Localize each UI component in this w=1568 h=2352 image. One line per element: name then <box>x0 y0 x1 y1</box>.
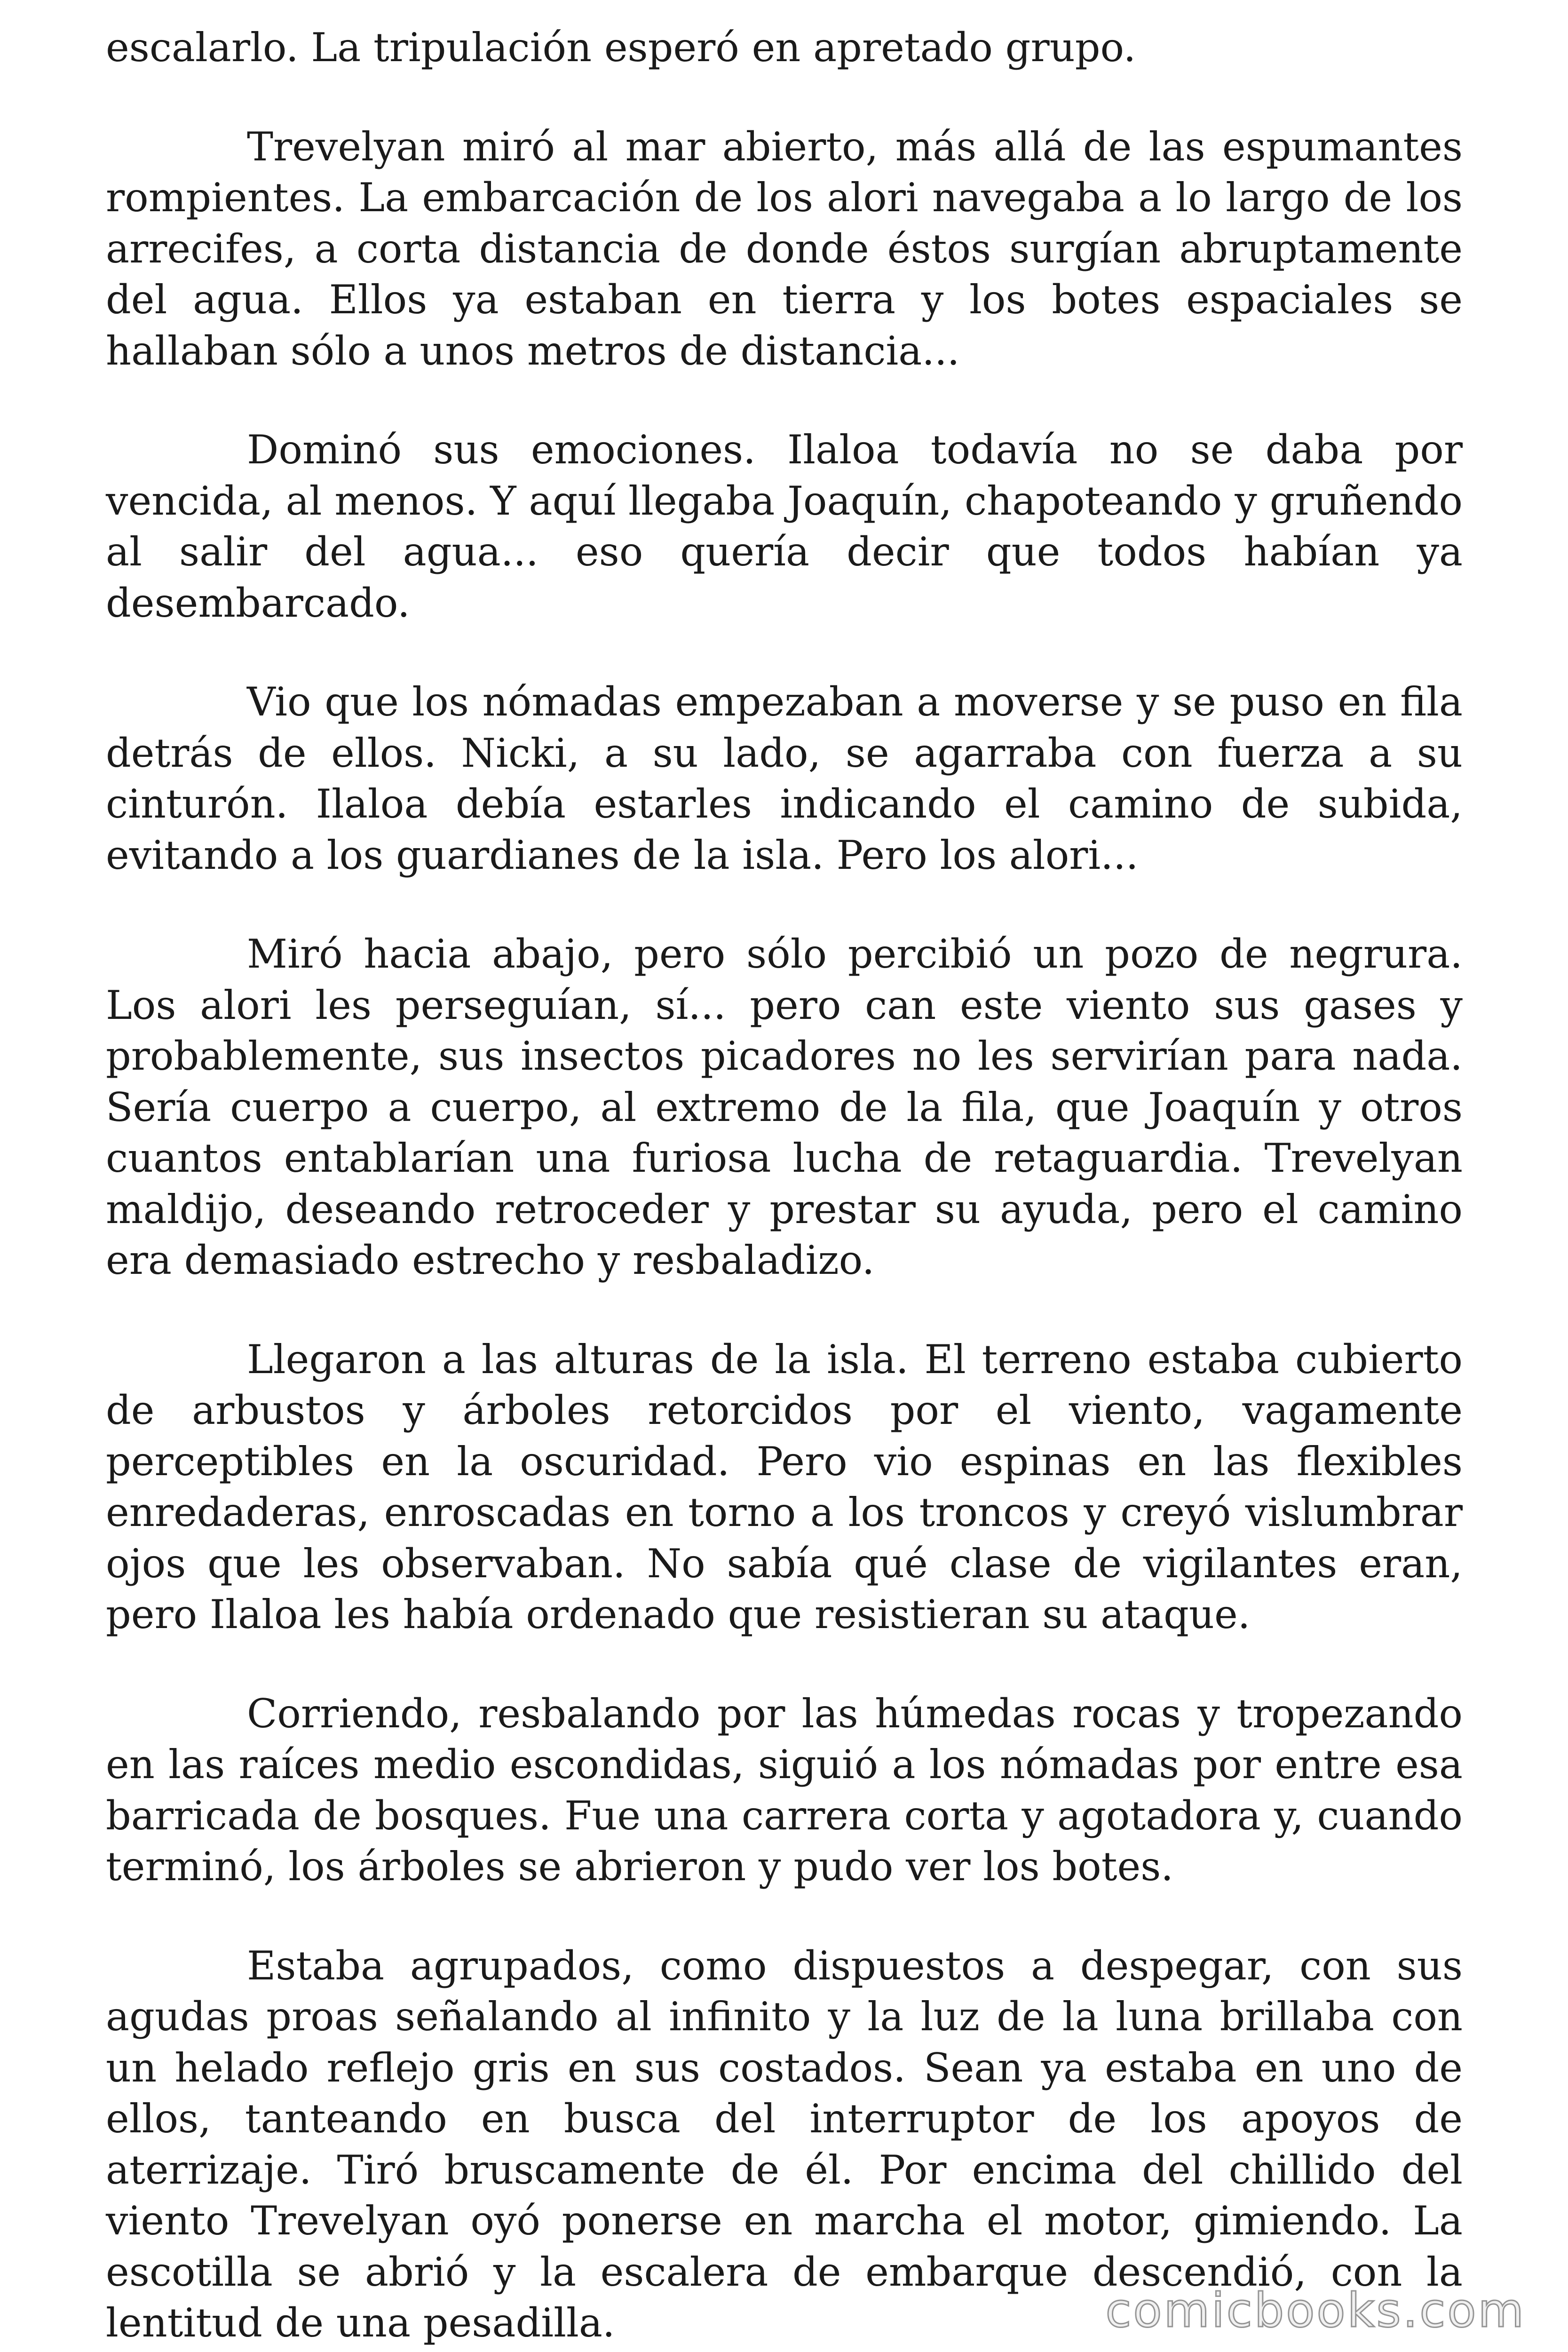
paragraph-5: Miró hacia abajo, pero sólo percibió un pozo de negrura. Los alori les perseguían, sí... pero can este viento sus gases y probablemente, sus insectos picadores no les servirían para nada. Sería cuerpo a cuerpo, al extremo de la fila, que Joaquín y otros cuantos entablarían una furiosa lucha de retaguardia. Trevelyan maldijo, deseando retroceder y prestar su ayuda, pero el camino era demasiado estrecho y resbaladizo. <box>106 931 1463 1283</box>
paragraph-1: escalarlo. La tripulación esperó en apretado grupo. <box>106 24 1136 71</box>
paragraph-8: Estaba agrupados, como dispuestos a despegar, con sus agudas proas señalando al infinito y la luz de la luna brillaba con un helado reflejo gris en sus costados. Sean ya estaba en uno de ellos, tanteando en busca del interruptor de los apoyos de aterrizaje. Tiró bruscamente de él. Por encima del chillido del viento Trevelyan oyó ponerse en marcha el motor, gimiendo. La escotilla se abrió y la escalera de embarque descendió, con la lentitud de una pesadilla. <box>106 1942 1463 2346</box>
paragraph-6: Llegaron a las alturas de la isla. El terreno estaba cubierto de arbustos y árboles retorcidos por el viento, vagamente perceptibles en la oscuridad. Pero vio espinas en las flexibles enredaderas, enroscadas en torno a los troncos y creyó vislumbrar ojos que les observaban. No sabía qué clase de vigilantes eran, pero Ilaloa les había ordenado que resistieran su ataque. <box>106 1336 1463 1637</box>
paragraph-4: Vio que los nómadas empezaban a moverse y se puso en fila detrás de ellos. Nicki, a su lado, se agarraba con fuerza a su cinturón. Ilaloa debía estarles indicando el camino de subida, evitando a los guardianes de la isla. Pero los alori... <box>106 679 1463 878</box>
watermark: comicbooks.com <box>1105 2283 1526 2338</box>
paragraph-3: Dominó sus emociones. Ilaloa todavía no se daba por vencida, al menos. Y aquí llegaba Joaquín, chapoteando y gruñendo al salir del agua... eso quería decir que todos habían ya desembarcado. <box>106 427 1463 626</box>
paragraph-2: Trevelyan miró al mar abierto, más allá de las espumantes rompientes. La embarcación de los alori navegaba a lo largo de los arrecifes, a corta distancia de donde éstos surgían abruptamente del agua. Ellos ya estaban en tierra y los botes espaciales se hallaban sólo a unos metros de distancia... <box>106 123 1463 374</box>
page-text <box>106 0 1463 2352</box>
paragraph-7: Corriendo, resbalando por las húmedas rocas y tropezando en las raíces medio escondidas, siguió a los nómadas por entre esa barricada de bosques. Fue una carrera corta y agotadora y, cuando terminó, los árboles se abrieron y pudo ver los botes. <box>106 1690 1463 1890</box>
